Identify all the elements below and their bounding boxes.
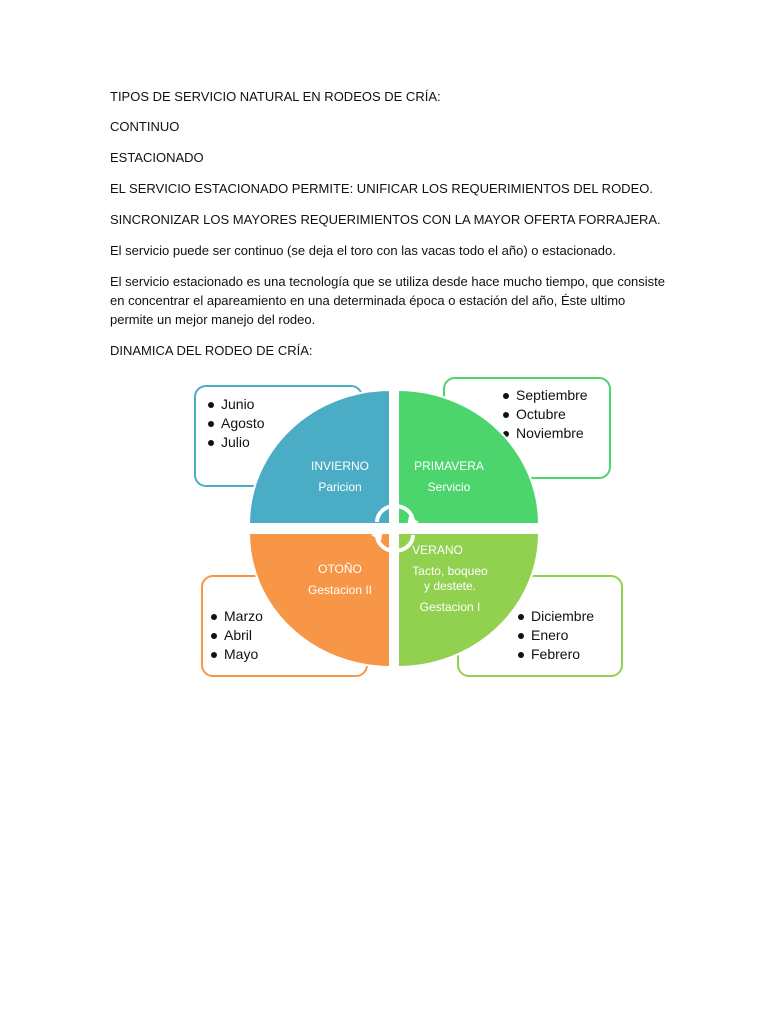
cycle-circle [185, 370, 635, 685]
month-label: Septiembre [516, 387, 588, 403]
season-label-verano [402, 543, 498, 615]
month-label: Noviembre [516, 425, 584, 441]
season-activity: Paricion [318, 480, 362, 494]
quadrant-otono [249, 533, 390, 667]
month-label: Febrero [531, 646, 581, 662]
month-label: Marzo [224, 608, 263, 624]
month-label: Abril [224, 627, 253, 643]
season-activity-line3: Gestacion I [419, 600, 481, 614]
season-activity-line1: Tacto, boqueo [412, 564, 488, 578]
paragraph-estacionado: ESTACIONADO [110, 150, 204, 165]
season-activity-line2: y destete. [423, 579, 477, 593]
month-label: Diciembre [531, 608, 595, 624]
month-label: Julio [221, 434, 250, 450]
season-label-primavera [407, 459, 491, 495]
month-label: Mayo [224, 646, 259, 662]
month-label: Octubre [516, 406, 566, 422]
month-label: Enero [531, 627, 569, 643]
paragraph-continuo: CONTINUO [110, 119, 180, 134]
season-name: VERANO [412, 543, 463, 557]
month-label: Junio [221, 396, 255, 412]
paragraph-sincronizar: SINCRONIZAR LOS MAYORES REQUERIMIENTOS CON LA MAYOR OFERTA FORRAJERA. [110, 212, 661, 227]
paragraph-tecnologia: El servicio estacionado es una tecnología que se utiliza desde hace mucho tiempo, que consiste en concentrar el apareamiento en una determinada época o estación del año, Éste ultimo permite un mejor manejo del rodeo. [110, 274, 666, 327]
paragraph-servicio-permite: EL SERVICIO ESTACIONADO PERMITE: UNIFICAR LOS REQUERIMIENTOS DEL RODEO. [110, 181, 653, 196]
quadrant-invierno [249, 390, 390, 524]
season-activity: Servicio [427, 480, 471, 494]
season-activity: Gestacion II [307, 583, 373, 597]
heading-dinamica: DINAMICA DEL RODEO DE CRÍA: [110, 343, 313, 358]
cycle-diagram [185, 370, 635, 685]
heading-tipos-servicio: TIPOS DE SERVICIO NATURAL EN RODEOS DE CRÍA: [110, 89, 441, 104]
month-label: Agosto [221, 415, 265, 431]
season-name: OTOÑO [318, 562, 362, 576]
season-label-otono [295, 562, 385, 598]
season-name: PRIMAVERA [414, 459, 484, 473]
quadrant-primavera [398, 390, 539, 524]
season-label-invierno [300, 459, 380, 495]
paragraph-continuo-o-estacionado: El servicio puede ser continuo (se deja el toro con las vacas todo el año) o estacionado. [110, 243, 616, 258]
season-name: INVIERNO [310, 459, 369, 473]
